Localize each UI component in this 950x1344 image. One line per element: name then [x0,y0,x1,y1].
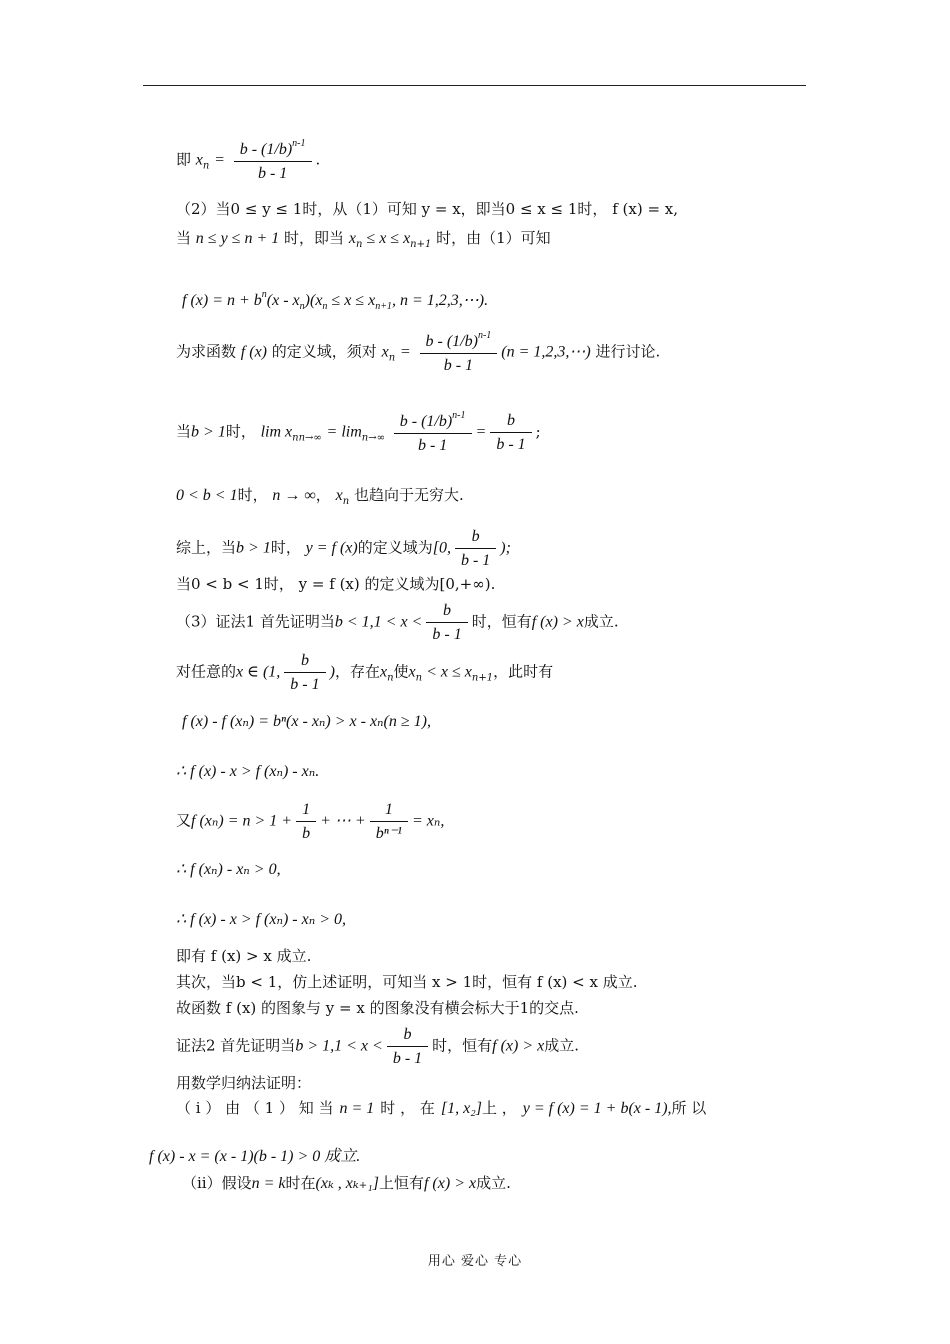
line-24: （ii）假设n = k时在(xₖ , xₖ₊₁]上恒有f (x) > x成立. [182,1174,511,1192]
line-9: 当0 < b < 1时， y = f (x) 的定义域为[0,+∞). [176,575,496,593]
line-13: ∴ f (x) - x > f (xₙ) - xₙ. [176,763,320,780]
line-1: 即 $x_n$ = $\frac{b - (1/b)^{n-1}}{b - 1}$ . [176,138,321,183]
line-19: 故函数 f (x) 的图象与 y = x 的图象没有横会标大于1的交点. [176,999,579,1017]
line-7: 0 < b < 1时， n → ∞， $x_n$ 也趋向于无穷大. [176,486,464,507]
fraction: $\frac{b - (1/b)^{n-1}}{b - 1}$ [420,330,498,375]
fraction: $\frac{1}{b}$ [296,800,316,843]
line-12: f (x) - f (xₙ) = bⁿ(x - xₙ) > x - xₙ(n ≥ 1), [182,713,431,730]
fraction: $\frac{1}{\text{bⁿ⁻¹}}$ [370,800,408,843]
page-footer: 用心 爱心 专心 [427,1254,523,1269]
fraction: $\frac{b - (1/b)^{n-1}}{b - 1}$ [394,410,472,455]
fraction: $\frac{b}{b - 1}$ [426,601,467,644]
line-14: 又f (xₙ) = n > 1 + $\frac{1}{b}$ + ⋯ + $\frac{1}{\text{bⁿ⁻¹}}$ = xₙ, [176,801,445,843]
line-23: f (x) - x = (x - 1)(b - 1) > 0 成立. [149,1148,361,1165]
line-22: （ i ） 由 （ 1 ） 知 当 n = 1 时 ， 在 [1, x₂]上 ， y = f (x) = 1 + b(x - 1),所 以 [176,1099,707,1117]
fraction: $\frac{b}{b - 1}$ [284,651,325,694]
fraction: $\frac{b}{b - 1}$ [490,411,531,454]
line-15: ∴ f (xₙ) - xₙ > 0, [176,861,281,878]
fraction: $\frac{b}{b - 1}$ [455,527,496,570]
line-2: （2）当0 ≤ y ≤ 1时，从（1）可知 y = x，即当0 ≤ x ≤ 1时， f (x) = x, [176,200,679,218]
line-8: 综上，当b > 1时， y = f (x)的定义域为[0, $\frac{b}{b - 1}$ ); [176,528,511,570]
fraction: $\frac{b}{b - 1}$ [387,1025,428,1068]
text: 即 [176,150,192,169]
line-3: 当 n ≤ y ≤ n + 1 时，即当 $x_n \le x \le x_{n+1}$ 时，由（1）可知 [176,229,551,250]
math: n [202,160,210,172]
line-18: 其次，当b < 1，仿上述证明，可知当 x > 1时，恒有 f (x) < x 成立. [176,973,638,991]
fraction: $\frac{b - (1/b)^{n-1}}{b - 1}$ [234,138,312,183]
line-4: f $(x) = n + b^n(x - x_n)(x_n \le x \le x_{n+1}$, n = 1,2,3,⋯). [182,289,489,312]
line-17: 即有 f (x) > x 成立. [176,947,312,965]
math: = [214,151,225,169]
line-16: ∴ f (x) - x > f (xₙ) - xₙ > 0, [176,911,347,928]
header-rule [143,85,806,86]
math: x [195,151,203,169]
line-5: 为求函数 f (x) 的定义域，须对 $x_n$ = $\frac{b - (1/b)^{n-1}}{b - 1}$ (n = 1,2,3,⋯) 进行讨论. [176,330,661,375]
line-20: 证法2 首先证明当b > 1,1 < x < $\frac{b}{b - 1}$ 时，恒有f (x) > x成立. [176,1026,580,1068]
line-21: 用数学归纳法证明： [176,1074,312,1092]
line-6: 当b > 1时， $\lim x_{nn\to\infty} = \lim_{n\to\infty}$ $\frac{b - (1/b)^{n-1}}{b - 1}$ = $\frac{b}{b - 1}$ ; [176,410,541,455]
line-11: 对任意的x ∈ (1, $\frac{b}{b - 1}$ )，存在$x_n$使$x_n < x \le x_{n+1}$，此时有 [176,652,554,694]
line-10: （3）证法1 首先证明当b < 1,1 < x < $\frac{b}{b - 1}$ 时，恒有f (x) > x成立. [176,602,619,644]
